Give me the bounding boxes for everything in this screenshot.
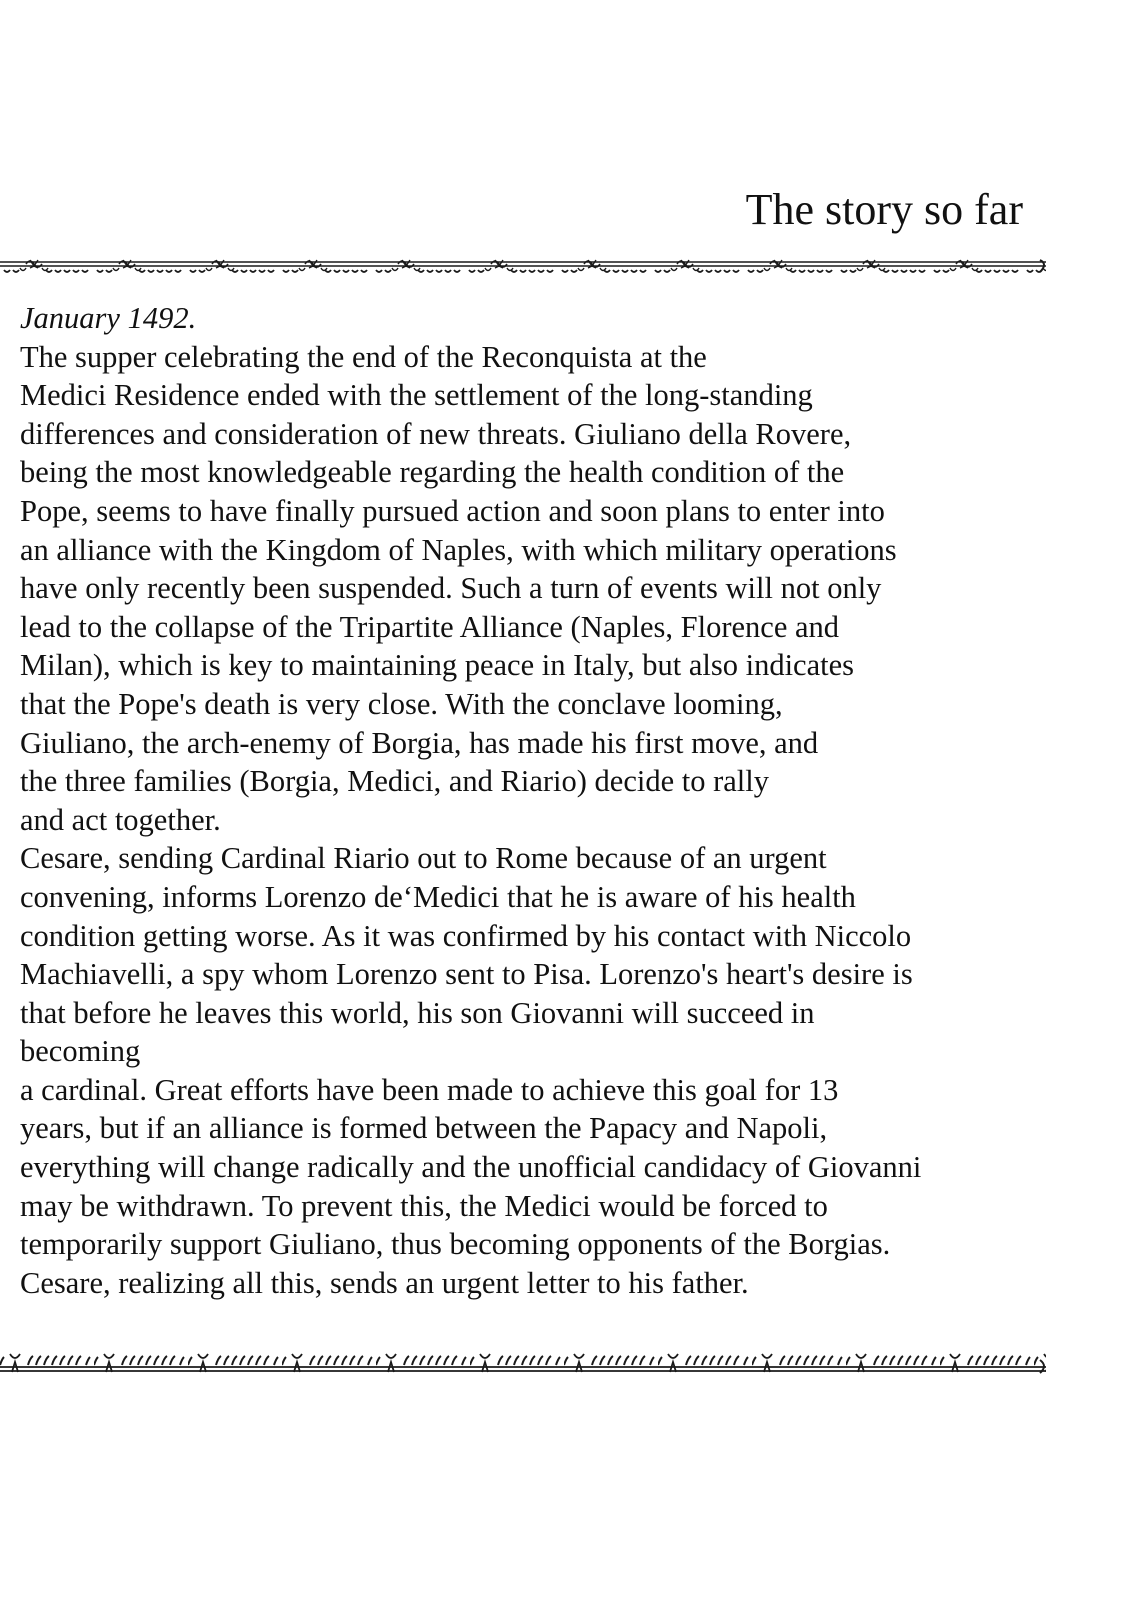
story-line: Milan), which is key to maintaining peace in Italy, but also indicates: [20, 648, 855, 683]
story-line: lead to the collapse of the Tripartite Alliance (Naples, Florence and: [20, 609, 840, 644]
scroll-ornament-icon: [0, 256, 1052, 278]
story-date: January 1492.: [20, 301, 197, 335]
story-line: a cardinal. Great efforts have been made to achieve this goal for 13: [20, 1072, 839, 1107]
story-line: Machiavelli, a spy whom Lorenzo sent to Pisa. Lorenzo's heart's desire is: [20, 957, 913, 992]
story-line: the three families (Borgia, Medici, and Riario) decide to rally: [20, 764, 769, 799]
story-line: an alliance with the Kingdom of Naples, with which military operations: [20, 532, 897, 567]
story-line: condition getting worse. As it was confirmed by his contact with Niccolo: [20, 918, 912, 953]
story-line: that before he leaves this world, his son Giovanni will succeed in: [20, 995, 815, 1030]
scroll-ornament-icon: [0, 1352, 1052, 1374]
story-line: The supper celebrating the end of the Reconquista at the: [20, 339, 707, 374]
story-line: differences and consideration of new threats. Giuliano della Rovere,: [20, 416, 852, 451]
story-line: Medici Residence ended with the settlement of the long-standing: [20, 378, 813, 413]
story-line: may be withdrawn. To prevent this, the Medici would be forced to: [20, 1188, 828, 1223]
story-line: and act together.: [20, 802, 221, 837]
story-line: have only recently been suspended. Such a turn of events will not only: [20, 571, 882, 606]
story-line: temporarily support Giuliano, thus becoming opponents of the Borgias.: [20, 1227, 891, 1262]
story-line: everything will change radically and the unofficial candidacy of Giovanni: [20, 1150, 922, 1185]
story-line: that the Pope's death is very close. With the conclave looming,: [20, 686, 783, 721]
ornamental-divider-bottom: [0, 1352, 1052, 1374]
story-line: convening, informs Lorenzo de‘Medici that he is aware of his health: [20, 879, 856, 914]
story-line: Cesare, sending Cardinal Riario out to Rome because of an urgent: [20, 841, 827, 876]
story-body: [20, 299, 1120, 1302]
story-line: Cesare, realizing all this, sends an urgent letter to his father.: [20, 1265, 749, 1300]
story-line: Pope, seems to have finally pursued action and soon plans to enter into: [20, 493, 885, 528]
story-line: Giuliano, the arch-enemy of Borgia, has made his first move, and: [20, 725, 819, 760]
ornamental-divider-top: [0, 256, 1052, 278]
story-line: becoming: [20, 1034, 141, 1069]
story-line: being the most knowledgeable regarding the health condition of the: [20, 455, 845, 490]
page-title: The story so far: [745, 185, 1023, 234]
story-line: years, but if an alliance is formed between the Papacy and Napoli,: [20, 1111, 828, 1146]
